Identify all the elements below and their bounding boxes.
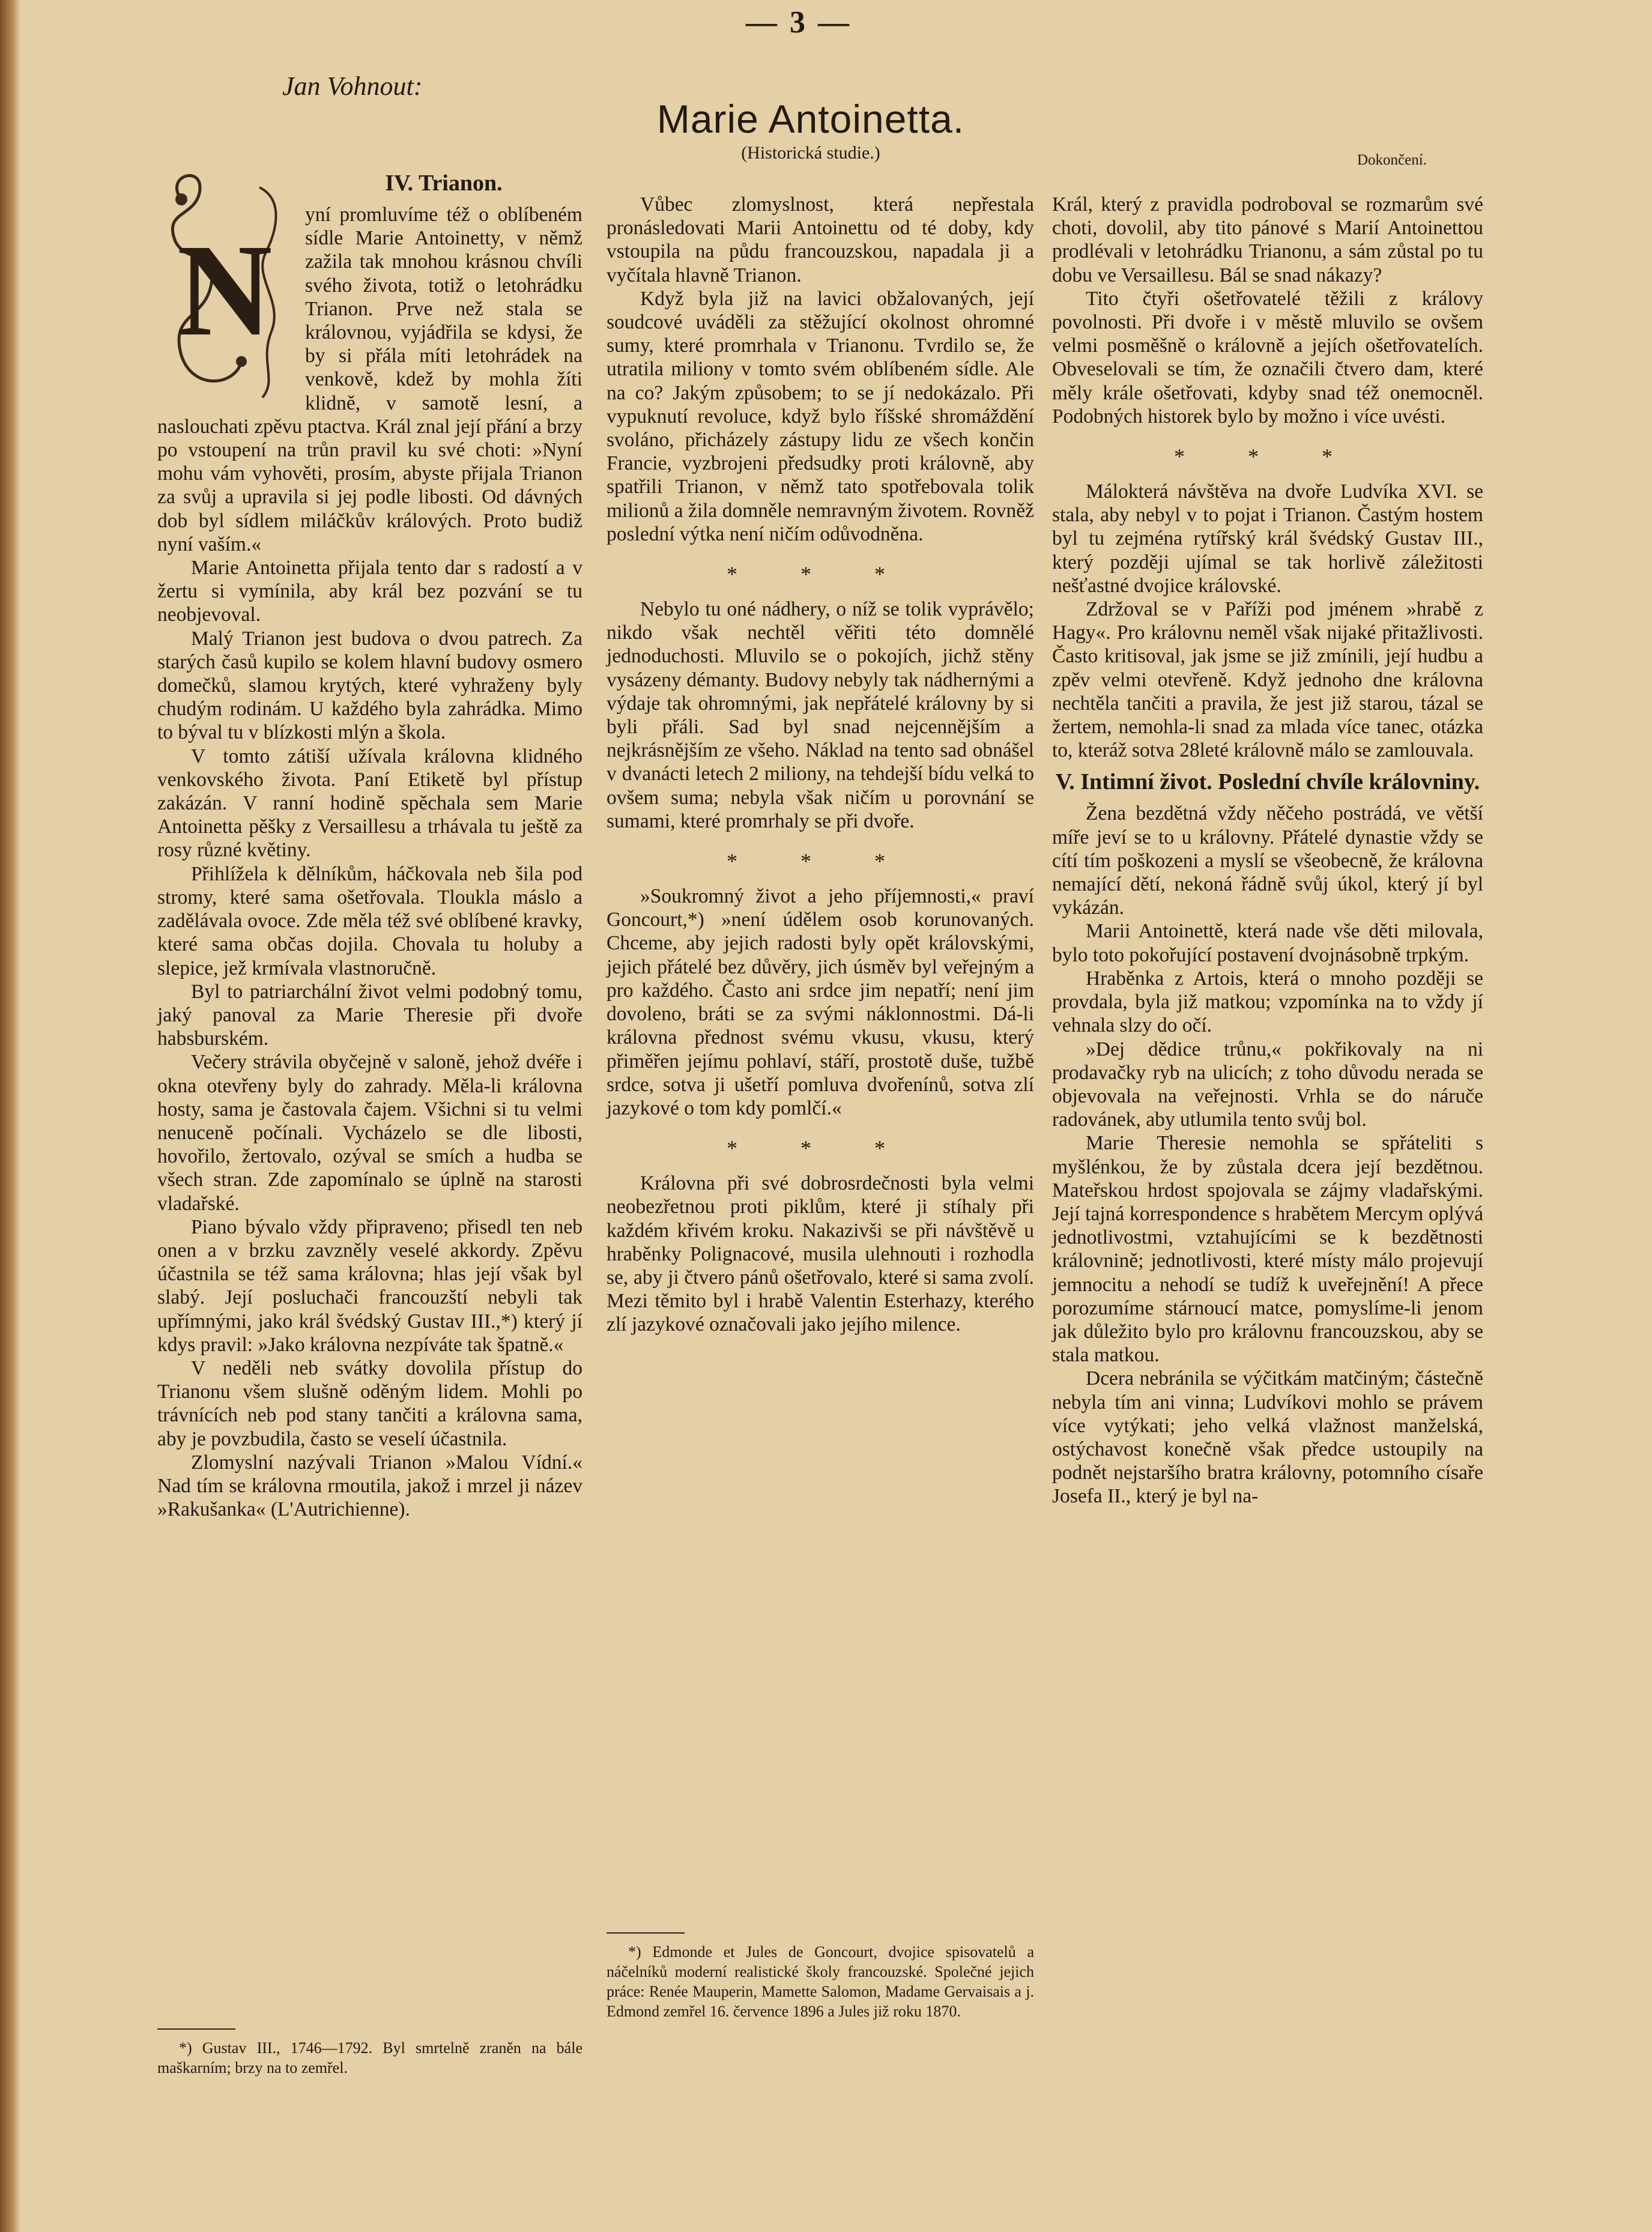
footnote-goncourt: *) Edmonde et Jules de Goncourt, dvojice spisovatelů a náčelníků moderní realistické školy francouzské. Společné jejich práce: Renée Mauperin, Mamette Salomon, Madame Gervaisais a j. Edmond zemřel 16. července 1896 a Jules již roku 1870. bbox=[607, 1943, 1034, 2020]
footnote-rule bbox=[607, 1932, 685, 1934]
paragraph: Hraběnka z Artois, která o mnoho později se provdala, byla již matkou; vzpomínka na to vždy jí vehnala slzy do očí. bbox=[1052, 967, 1483, 1037]
section-stars: * * * bbox=[727, 849, 914, 874]
section-stars: * * * bbox=[727, 1136, 914, 1161]
column-3 bbox=[1052, 193, 1483, 1508]
article-title: Marie Antoinetta. bbox=[656, 97, 965, 141]
section-heading-intimate-life: V. Intimní život. Poslední chvíle královniny. bbox=[1055, 769, 1480, 795]
author-name: Jan Vohnout: bbox=[282, 71, 423, 101]
page-number: — 3 — bbox=[746, 5, 852, 40]
paragraph: Marii Antoinettě, která nade vše děti milovala, bylo toto pokořující postavení dvojnásobně trpkým. bbox=[1052, 920, 1483, 966]
footnote-column-1 bbox=[157, 2028, 582, 2078]
paragraph: »Soukromný život a jeho příjemnosti,« praví Goncourt,*) »není údělem osob korunovaných. Chceme, aby jejich radosti byly opět královskými, jejich přátelé bez důvěry, jich úsměv byl veřejným a pro každého. Často ani srdce jim nepatří; není jim dovoleno, bráti se za svými náklonnostmi. Dá-li královna přednost svému vkusu, vkusu, který přiměřen jejímu pohlaví, stáří, prostotě duše, tužbě srdce, sotva ji ušetří pomluva dvořenínů, sotva zlí jazykové o tom kdy pomlčí.« bbox=[607, 885, 1034, 1119]
paragraph: Marie Antoinetta přijala tento dar s radostí a v žertu si vymínila, aby král bez pozvání se tu neobjevoval. bbox=[157, 557, 582, 626]
footnote-rule bbox=[157, 2028, 235, 2030]
paragraph: Marie Theresie nemohla se spřáteliti s myšlénkou, že by zůstala dcera její bezdětnou. Mateřskou hrdost spojovala se zájmy vladařskými. Její tajná korrespondence s hrabětem Mercym oplývá jednotlivostmi, vztahujícími se k bezdětnosti královnině; jednotlivosti, které místy málo projevují jemnocitu a nehodí se tudíž k uveřejnění! A přece porozumíme stárnoucí matce, pomyslíme-li jenom jak důležito bylo pro královnu francouzskou, aby se stala matkou. bbox=[1052, 1132, 1483, 1367]
section-stars: * * * bbox=[1174, 444, 1361, 469]
paragraph: Přihlížela k dělníkům, háčkovala neb šila pod stromy, které sama ošetřovala. Tloukla máslo a zadělávala ovoce. Zde měla též své oblíbené kravky, které sama občas dojila. Chovala tu holuby a slepice, jež krmívala vlastnoručně. bbox=[157, 862, 582, 979]
paragraph: Král, který z pravidla podroboval se rozmarům své choti, dovolil, aby tito pánové s Marií Antoinettou prodlévali v letohrádku Trianonu, a sám zůstal po tu dobu ve Versaillesu. Bál se snad nákazy? bbox=[1052, 193, 1483, 286]
paragraph: V tomto zátiší užívala královna klidného venkovského života. Paní Etiketě byl přístup zakázán. V ranní hodině spěchala sem Marie Antoinetta pěšky z Versaillesu a trhávala tu ještě za rosy různé květiny. bbox=[157, 745, 582, 862]
paragraph: yní promluvíme též o oblíbeném sídle Marie Antoinetty, v němž zažila tak mnohou krásnou chvíli svého života, totiž o letohrádku Trianon. Prve než stala se královnou, vyjádřila se kdysi, že by si přála míti letohrádek na venkově, kdež by mohla žíti klidně, v samotě lesní, a naslouchati zpěvu ptactva. Král znal její přání a brzy po vstoupení na trůn pravil ku své choti: »Nyní mohu vám vyhověti, prosím, abyste přijala Trianon za svůj a upravila si jej podle libosti. Od dávných dob byl sídlem miláčkův králových. Proto budiž nyní vaším.« bbox=[157, 204, 582, 555]
paragraph: Když byla již na lavici obžalovaných, její soudcové uváděli za stěžující okolnost ohromné sumy, které promrhala v Trianonu. Tvrdilo se, že utratila miliony v tomto svém oblíbeném sídle. Ale na co? Jakým způsobem; to se jí nedokázalo. Při vypuknutí revoluce, když bylo říšské shromáždění svoláno, přicházely zástupy lidu ze všech končin Francie, vyzbrojeni předsudky proti královně, aby spatřili Trianon, v němž tato spotřebovala tolik milionů a žila domněle nemravným životem. Rovněž poslední výtka není ničím odůvodněna. bbox=[607, 287, 1034, 545]
column-2 bbox=[607, 193, 1034, 1337]
section-stars: * * * bbox=[727, 562, 914, 587]
paragraph: Vůbec zlomyslnost, která nepřestala pronásledovati Marii Antoinettu od té doby, kdy vstoupila na půdu francouzskou, napadala ji a vyčítala hlavně Trianon. bbox=[607, 193, 1034, 286]
ornate-drop-cap-icon bbox=[157, 163, 295, 404]
paragraph: Piano bývalo vždy připraveno; přisedl ten neb onen a v brzku zavzněly veselé akkordy. Zpěvu účastnila se též sama královna; hlas její však byl slabý. Její posluchači francouzští nebyli tak upřímnými, jako král švédský Gustav III.,*) který jí kdys pravil: »Jako královna nezpíváte tak špatně.« bbox=[157, 1215, 582, 1356]
paragraph: V neděli neb svátky dovolila přístup do Trianonu všem slušně oděným lidem. Mohli po trávnících neb pod stany tančiti a královna sama, aby je povzbudila, často se veselí účastnila. bbox=[157, 1356, 582, 1450]
paragraph: Byl to patriarchální život velmi podobný tomu, jaký panoval za Marie Theresie při dvoře habsburském. bbox=[157, 980, 582, 1050]
page-binding-edge bbox=[0, 0, 20, 2232]
paragraph: Zdržoval se v Paříži pod jménem »hrabě z Hagy«. Pro královnu neměl však nijaké přitažlivosti. Často kritisoval, jak jsme se již zmínili, její hudbu a zpěv velmi otevřeně. Když jednoho dne královna nechtěla tančiti a pravila, že jest již starou, tázal se žertem, nemohla-li snad za mlada více tanec, otázka to, kteráž sotva 28leté královně málo se zamlouvala. bbox=[1052, 598, 1483, 762]
paragraph: Královna při své dobrosrdečnosti byla velmi neobezřetnou proti piklům, které ji stíhaly při každém křivém kroku. Nakazivši se při návštěvě u hraběnky Polignacové, musila ulehnouti i rozhodla se, aby ji čtvero pánů ošetřovalo, které si sama zvolí. Mezi těmito byl i hrabě Valentin Esterhazy, kterého zlí jazykové označovali jako jejího milence. bbox=[607, 1172, 1034, 1336]
paragraph: »Dej dědice trůnu,« pokřikovaly na ni prodavačky ryb na ulicích; z toho důvodu nerada se objevovala na veřejnosti. Vrhla se do náruče radovánek, aby utlumila tento svůj bol. bbox=[1052, 1038, 1483, 1131]
paragraph: Zlomyslní nazývali Trianon »Malou Vídní.« Nad tím se královna rmoutila, jakož i mrzel ji název »Rakušanka« (L'Autrichienne). bbox=[157, 1451, 582, 1521]
conclusion-note: Dokončení. bbox=[1357, 152, 1427, 168]
svg-text:N: N bbox=[177, 217, 273, 363]
article-subtitle: (Historická studie.) bbox=[741, 143, 880, 163]
section-heading-trianon: IV. Trianon. bbox=[385, 171, 503, 196]
paragraph: Večery strávila obyčejně v saloně, jehož dvéře i okna otevřeny byly do zahrady. Měla-li královna hosty, sama je častovala čajem. Všichni si tu velmi nenuceně počínali. Vycházelo se dle libosti, hovořilo, žertovalo, ozýval se smích a hudba se všech stran. Zde zapomínalo se úplně na starosti vladařské. bbox=[157, 1051, 582, 1215]
paragraph: Nebylo tu oné nádhery, o níž se tolik vyprávělo; nikdo však nechtěl věřiti této domnělé jednoduchosti. Mluvilo se o pokojích, jichž stěny vysázeny démanty. Budovy nebyly tak nádhernými a výdaje tak ohromnými, jak nepřátelé královny by si byli přáli. Sad byl snad nejcennějším a nejkrásnějším ze všeho. Náklad na tento sad obnášel v dvanácti letech 2 miliony, na tehdejší bídu velká to ovšem suma; nebyla však ničím u porovnání se sumami, které promrhaly se při dvoře. bbox=[607, 598, 1034, 832]
footnote-column-2 bbox=[607, 1932, 1034, 2021]
paragraph: Dcera nebránila se výčitkám matčiným; částečně nebyla tím ani vinna; Ludvíkovi mohlo se právem více vytýkati; jeho velká vlažnost manželská, ostýchavost konečně však předce ustoupily na podnět nejstaršího bratra královny, potomního císaře Josefa II., který je byl na- bbox=[1052, 1367, 1483, 1508]
paragraph: Tito čtyři ošetřovatelé těžili z královy povolnosti. Při dvoře i v městě mluvilo se ovšem velmi posměšně o královně a jejích ošetřovatelích. Obveselovali se tím, že označili čtvero dam, které měly krále ošetřovati, kdyby snad též onemocněl. Podobných historek bylo by možno i více uvésti. bbox=[1052, 287, 1483, 428]
paragraph: Malý Trianon jest budova o dvou patrech. Za starých časů kupilo se kolem hlavní budovy osmero domečků, slamou krytých, které vyhraženy byly chudým rodinám. U každého byla zahrádka. Mimo to býval tu v blízkosti mlýn a škola. bbox=[157, 627, 582, 744]
footnote-gustav: *) Gustav III., 1746—1792. Byl smrtelně zraněn na bále maškarním; brzy na to zemřel. bbox=[157, 2039, 582, 2076]
paragraph: Málokterá návštěva na dvoře Ludvíka XVI. se stala, aby nebyl v to pojat i Trianon. Častým hostem byl tu zejména rytířský král švédský Gustav III., který později ujímal se tak horlivě záležitosti nešťastné dvojice královské. bbox=[1052, 480, 1483, 597]
paragraph: Žena bezdětná vždy něčeho postrádá, ve větší míře jeví se to u královny. Přátelé dynastie vždy se cítí tím poškozeni a myslí se všeobecně, že královna nemající dětí, nekoná řádně svůj úkol, který jí byl vykázán. bbox=[1052, 802, 1483, 919]
column-1 bbox=[157, 163, 582, 1521]
